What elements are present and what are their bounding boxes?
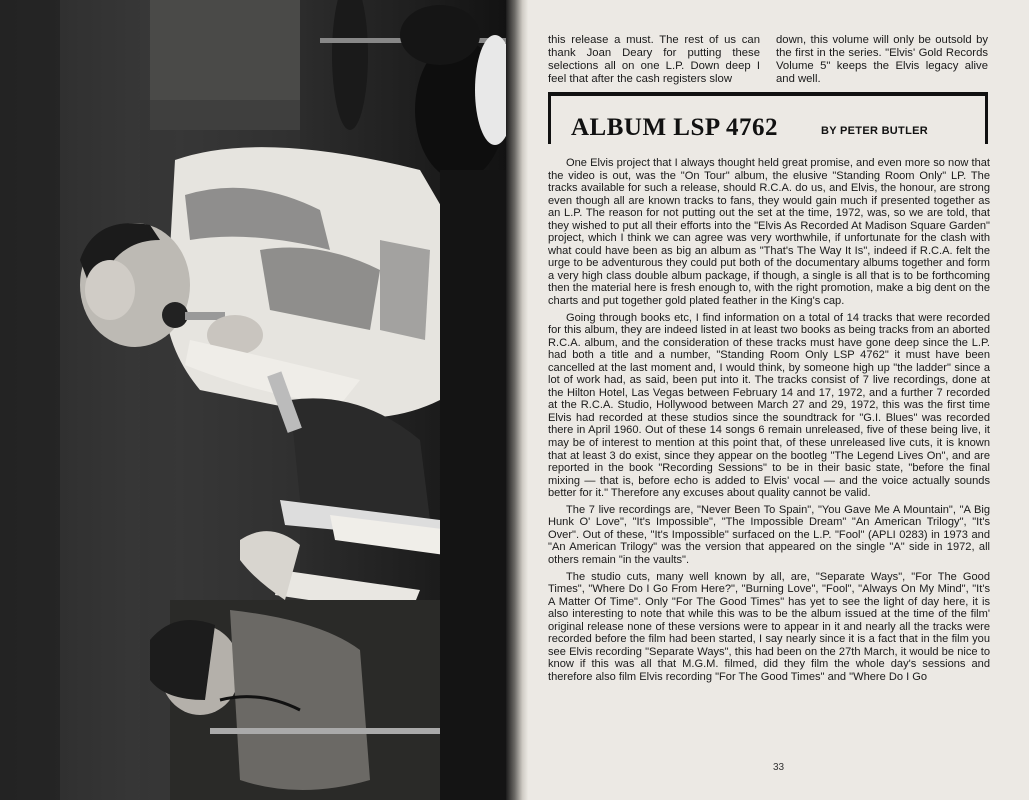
- headline-frame: [548, 92, 988, 144]
- article-page: [528, 0, 1029, 800]
- continuation-column-right: down, this volume will only be outsold by the first in the series. "Elvis' Gold Records Volume 5" keeps the Elvis legacy alive and well.: [776, 34, 988, 85]
- article-paragraph: The studio cuts, many well known by all, are, "Separate Ways", "For The Good Times", "Where Do I Go From Here?", "Burning Love", "Fool", "Always On My Mind", "It's A Matter Of Time". Only "For The Good Times" has yet to see the light of day here, it is also interesting to note that while this was to be the album issued at the time of the film' original release none of these versions were to appear in it and nearly all the tracks were recorded before the film had been started, I say nearly since it is a fact that in the film you see Elvis recording "Separate Ways", this had been on the 27th March, it would be nice to know if this was all that M.G.M. filmed, did they film the whole day's sessions and therefore also film Elvis recording "For The Good Times" and "Where Do I Go: [548, 570, 990, 683]
- article-body: [548, 157, 990, 687]
- page-number: 33: [772, 762, 785, 773]
- continuation-column-left: this release a must. The rest of us can thank Joan Deary for putting these selections all on one L.P. Down deep I feel that after the cash registers slow: [548, 34, 760, 85]
- article-headline: ALBUM LSP 4762: [571, 114, 779, 141]
- article-paragraph: One Elvis project that I always thought held great promise, and even more so now that the video is out, was the "On Tour" album, the elusive "Standing Room Only" LP. The tracks available for such a release, should R.C.A. do us, and Elvis, the honour, are strong even though all are known tracks to fans, they would gain much if presented together as an L.P. The reason for not putting out the set at the time, 1972, was, so we are told, that they wished to put all their efforts into the "Elvis As Recorded At Madison Square Garden" project, which I think we can agree was very worthwhile, if unfortunate for the clash with what could have been as big an album as "That's The Way It Is", indeed if R.C.A. felt the urge to be adventurous they could put both of the documentary albums together and form a very high class double album package, if though, a single is all that is to be forthcoming then the material here is fresh enough to, with the right promotion, make a big dent on the charts and put together gold plated feather in the King's cap.: [548, 157, 990, 308]
- article-paragraph: The 7 live recordings are, "Never Been To Spain", "You Gave Me A Mountain", "A Big Hunk O' Love", "It's Impossible", "The Impossible Dream" "An American Trilogy", "It's Over". Out of these, "It's Impossible" surfaced on the L.P. "Fool" (APLI 0283) in 1973 and "An American Trilogy" was the version that appeared on the single "A" side in 1972, all others remain "in the vaults".: [548, 503, 990, 566]
- page-gutter: [506, 0, 528, 800]
- article-byline: BY PETER BUTLER: [821, 125, 928, 137]
- article-paragraph: Going through books etc, I find information on a total of 14 tracks that were recorded for this album, they are indeed listed in at least two books as being tracks from an aborted R.C.A. album, and the consideration of these tracks must have gone deep since the L.P. had both a title and a number, "Standing Room Only LSP 4762" it must have been cancelled at the last moment and, I would think, by someone high up "the ladder" since a lot of work had, as said, been put into it. The tracks consist of 7 live recordings, done at the Hilton Hotel, Las Vegas between February 14 and 17, 1972, and a further 7 recorded at the R.C.A. Studio, Hollywood between March 27 and 29, 1972, this was the first time Elvis had recorded at these studios since the soundtrack for "G.I. Blues" was recorded there in April 1960. Out of these 14 songs 6 remain unreleased, five of these being live, it may be of interest to mention at this point that, of these unreleased live cuts, it is known that at least 3 do exist, since they appear on the bootleg "The Legend Lives On", and are reported in the book "Recording Sessions" to be in their basic state, "before the final mixing — that is, before echo is added to Elvis' vocal — and the voice actually sounds better for it." Therefore any excuses about quality cannot be valid.: [548, 311, 990, 500]
- previous-article-continuation: [548, 34, 988, 86]
